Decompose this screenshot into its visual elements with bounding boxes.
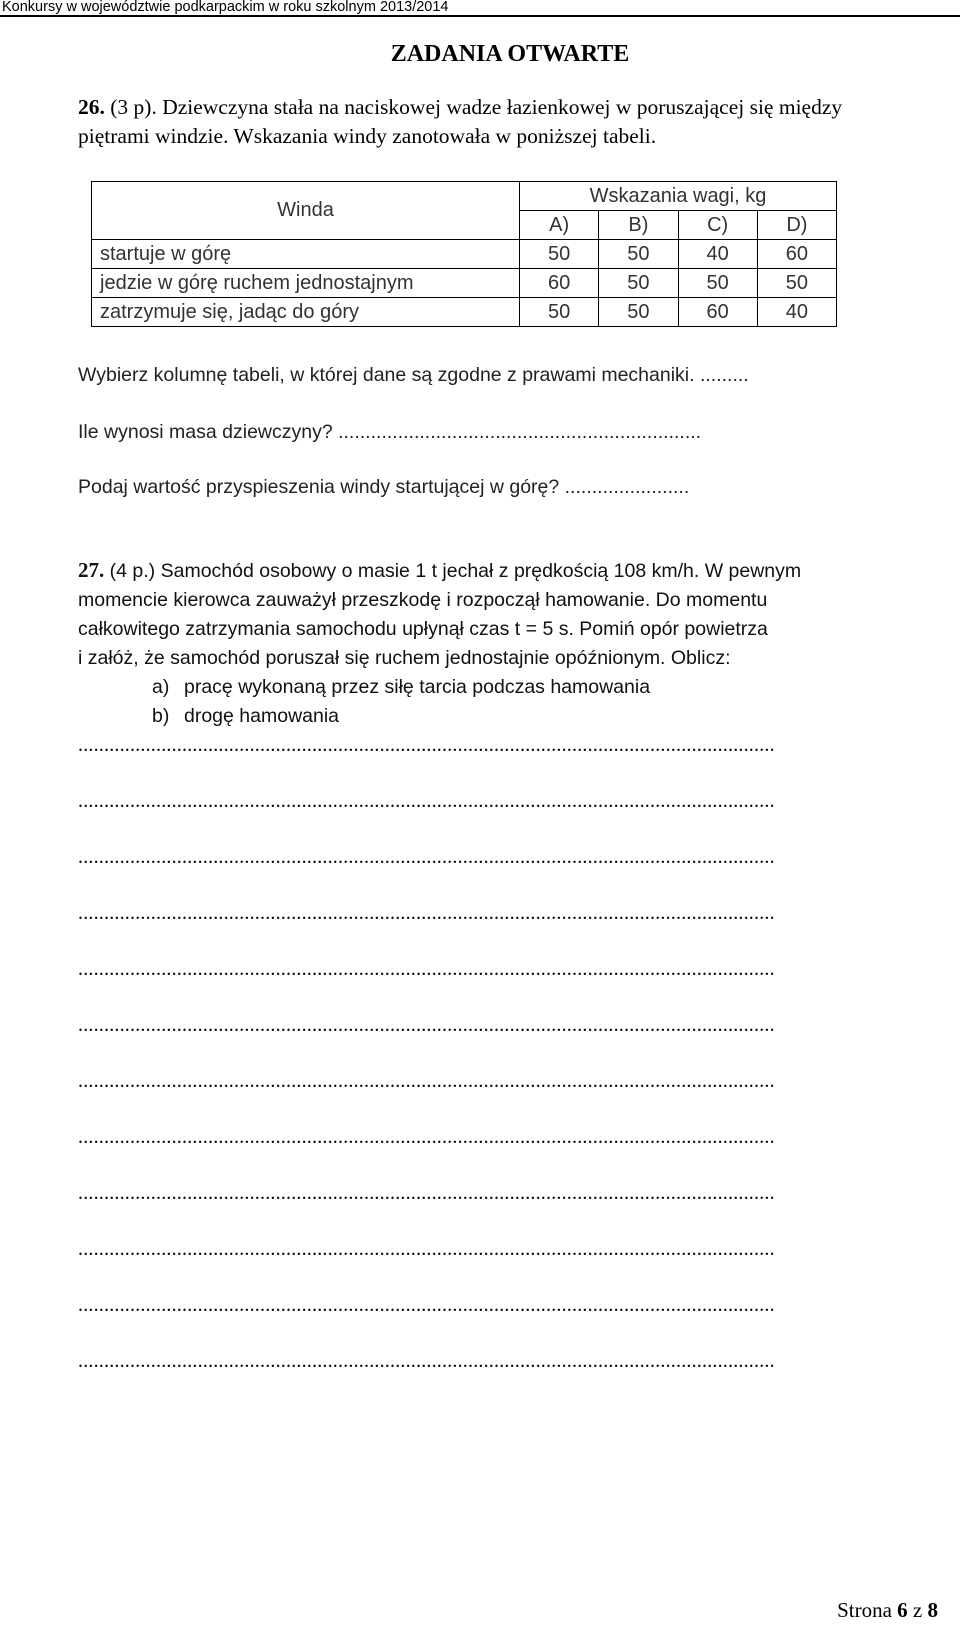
- question-girl-mass: Ile wynosi masa dziewczyny? ...................................................................: [78, 421, 702, 443]
- answer-line: ......................................................................................................................................: [78, 1238, 775, 1260]
- task-26-intro-line1: (3 p). Dziewczyna stała na naciskowej wadze łazienkowej w poruszającej się między: [104, 95, 843, 119]
- table-row: [92, 269, 837, 298]
- cell-value: 60: [757, 240, 836, 269]
- task-27-item-b: [78, 702, 958, 731]
- answer-line: ......................................................................................................................................: [78, 734, 775, 756]
- answer-line: ......................................................................................................................................: [78, 902, 775, 924]
- item-label: b): [152, 705, 170, 727]
- page-number: [837, 1598, 938, 1622]
- section-title: ZADANIA OTWARTE: [390, 41, 630, 67]
- table-group-header: Wskazania wagi, kg: [520, 182, 837, 211]
- answer-line: ......................................................................................................................................: [78, 1294, 775, 1316]
- task-27-line2: momencie kierowca zauważył przeszkodę i rozpoczął hamowanie. Do momentu: [78, 589, 768, 611]
- column-header-d: D): [757, 211, 836, 240]
- cell-value: 50: [599, 240, 678, 269]
- question-choose-column: Wybierz kolumnę tabeli, w której dane są zgodne z prawami mechaniki. .........: [78, 364, 749, 386]
- cell-value: 40: [678, 240, 757, 269]
- task-27-body: [78, 556, 958, 731]
- cell-value: 50: [599, 269, 678, 298]
- task-27-line3: całkowitego zatrzymania samochodu upłynął czas t = 5 s. Pomiń opór powietrza: [78, 618, 768, 640]
- item-text: pracę wykonaną przez siłę tarcia podczas hamowania: [184, 676, 651, 698]
- row-label: jedzie w górę ruchem jednostajnym: [92, 269, 520, 298]
- column-header-c: C): [678, 211, 757, 240]
- answer-line: ......................................................................................................................................: [78, 1014, 775, 1036]
- footer-mid: z: [907, 1598, 928, 1622]
- task-27-line1: (4 p.) Samochód osobowy o masie 1 t jechał z prędkością 108 km/h. W pewnym: [104, 560, 802, 582]
- table-row: [92, 240, 837, 269]
- answer-line: ......................................................................................................................................: [78, 846, 775, 868]
- task-26-intro: [78, 93, 958, 151]
- row-label: startuje w górę: [92, 240, 520, 269]
- footer-prefix: Strona: [837, 1598, 898, 1622]
- cell-value: 60: [678, 298, 757, 327]
- item-label: a): [152, 676, 170, 698]
- row-label: zatrzymuje się, jadąc do góry: [92, 298, 520, 327]
- cell-value: 40: [757, 298, 836, 327]
- cell-value: 50: [520, 240, 599, 269]
- answer-line: ......................................................................................................................................: [78, 958, 775, 980]
- item-text: drogę hamowania: [184, 705, 340, 727]
- answer-line: ......................................................................................................................................: [78, 790, 775, 812]
- task-27-number: 27.: [78, 558, 105, 582]
- task-27-line4: i załóż, że samochód poruszał się ruchem jednostajnie opóźnionym. Oblicz:: [78, 647, 731, 669]
- table-corner-header: Winda: [92, 182, 520, 240]
- cell-value: 50: [678, 269, 757, 298]
- cell-value: 60: [520, 269, 599, 298]
- answer-line: ......................................................................................................................................: [78, 1350, 775, 1372]
- cell-value: 50: [520, 298, 599, 327]
- question-elevator-acceleration: Podaj wartość przyspieszenia windy startującej w górę? .......................: [78, 476, 690, 498]
- footer-current-page: 6: [897, 1598, 908, 1622]
- footer-total-pages: 8: [927, 1598, 938, 1622]
- task-26-intro-line2: piętrami windzie. Wskazania windy zanotowała w poniższej tabeli.: [78, 124, 657, 148]
- column-header-b: B): [599, 211, 678, 240]
- cell-value: 50: [599, 298, 678, 327]
- scale-readings-table: [91, 181, 837, 327]
- page-header: Konkursy w województwie podkarpackim w roku szkolnym 2013/2014: [0, 0, 960, 17]
- task-27-item-a: [78, 673, 958, 702]
- answer-line: ......................................................................................................................................: [78, 1182, 775, 1204]
- task-26-number: 26.: [78, 95, 105, 119]
- column-header-a: A): [520, 211, 599, 240]
- answer-line: ......................................................................................................................................: [78, 1070, 775, 1092]
- answer-line: ......................................................................................................................................: [78, 1126, 775, 1148]
- cell-value: 50: [757, 269, 836, 298]
- table-row: [92, 298, 837, 327]
